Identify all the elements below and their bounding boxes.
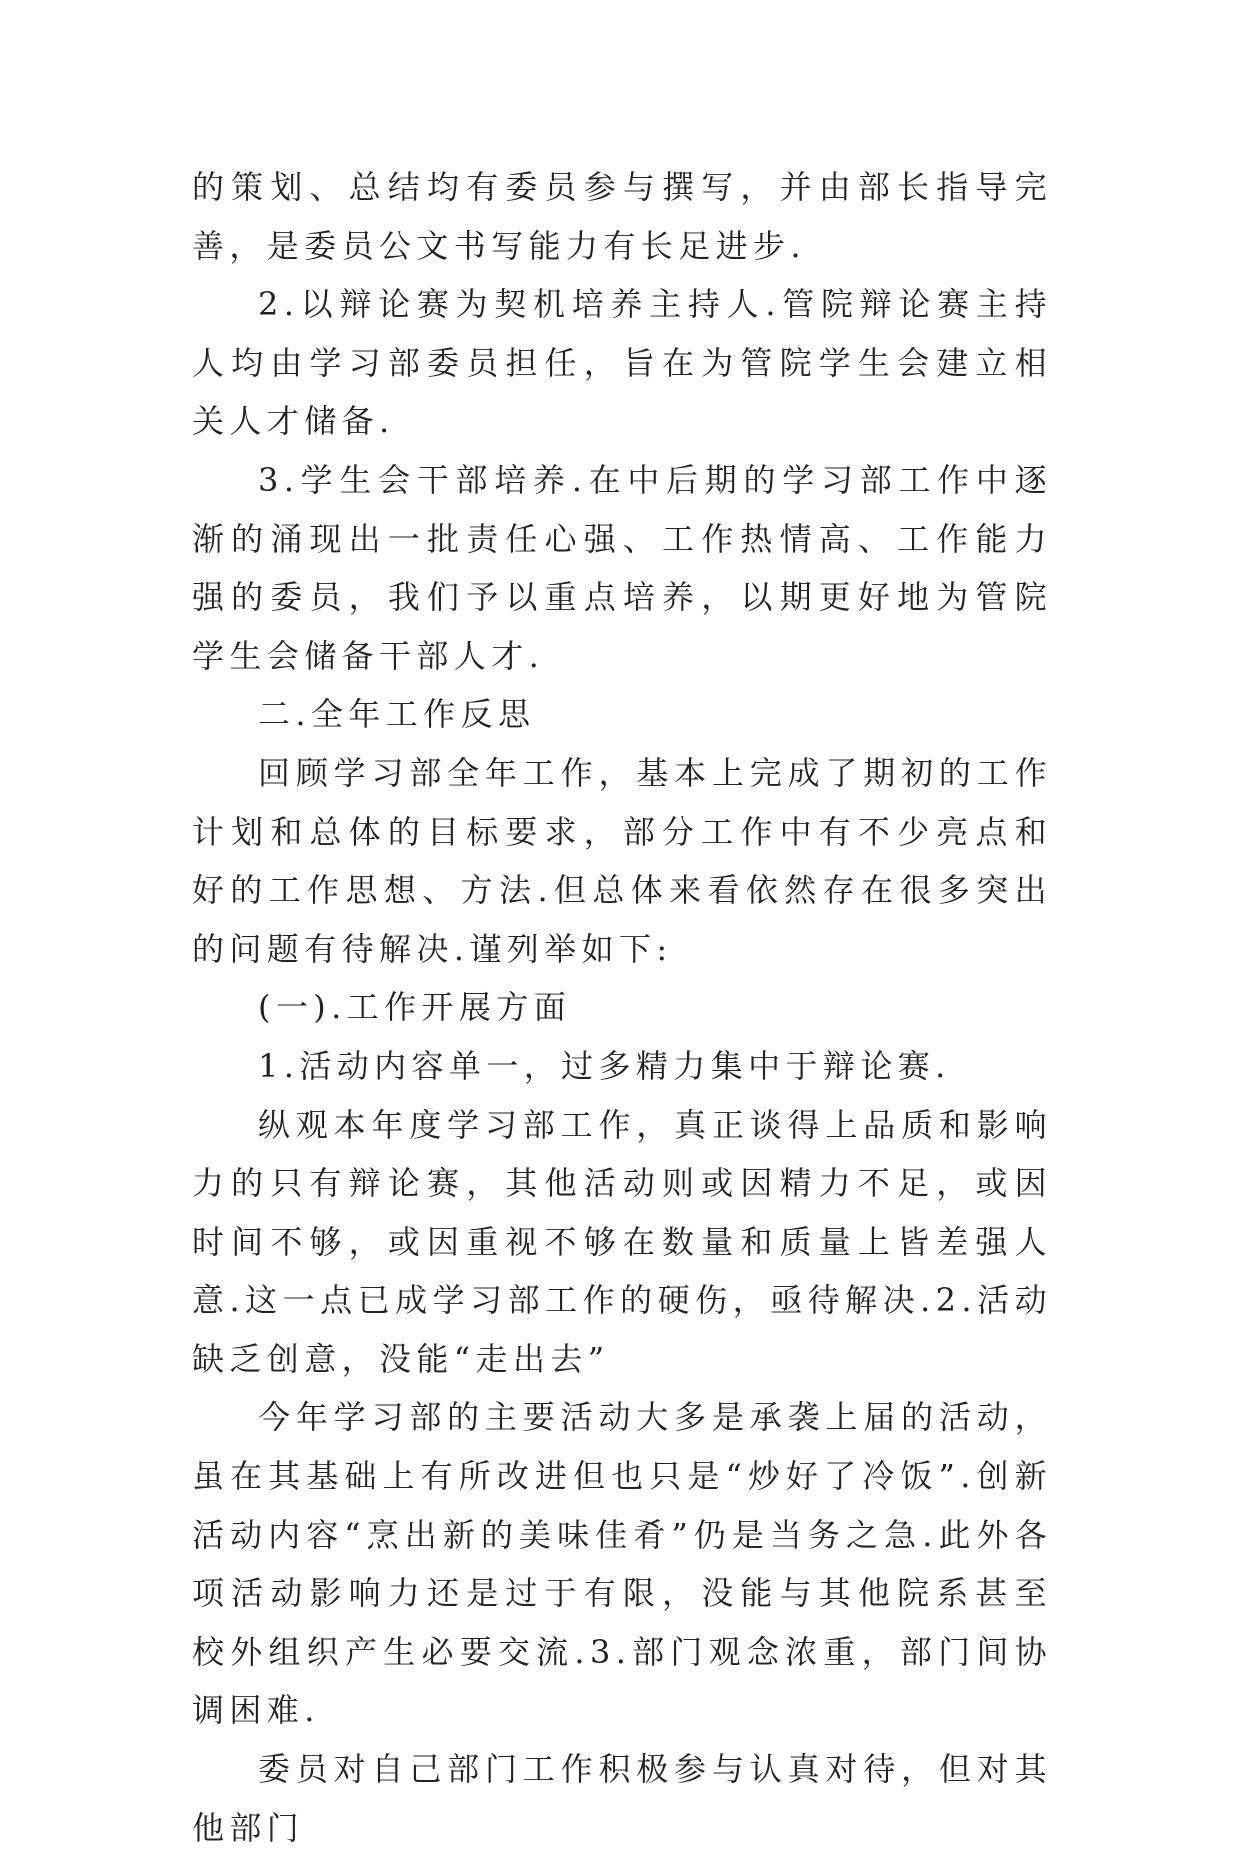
section-heading-reflection: 二.全年工作反思 <box>258 695 536 734</box>
subsection-heading-work: (一).工作开展方面 <box>258 988 572 1027</box>
document-body <box>192 158 1052 1857</box>
paragraph-7: 1.活动内容单一，过多精力集中于辩论赛. <box>258 1046 951 1085</box>
paragraph-3: 3.学生会干部培养.在中后期的学习部工作中逐渐的涌现出一批责任心强、工作热情高、工作能力强的委员，我们予以重点培养，以期更好地为管院学生会储备干部人才. <box>192 460 1052 675</box>
paragraph-5: 回顾学习部全年工作，基本上完成了期初的工作计划和总体的目标要求，部分工作中有不少亮点和好的工作思想、方法.但总体来看依然存在很多突出的问题有待解决.谨列举如下: <box>192 753 1052 968</box>
paragraph-2: 2.以辩论赛为契机培养主持人.管院辩论赛主持人均由学习部委员担任，旨在为管院学生会建立相关人才储备. <box>192 285 1052 441</box>
paragraph-1: 的策划、总结均有委员参与撰写，并由部长指导完善，是委员公文书写能力有长足进步. <box>192 168 1052 265</box>
paragraph-10: 委员对自己部门工作积极参与认真对待，但对其他部门 <box>192 1750 1052 1847</box>
paragraph-8: 纵观本年度学习部工作，真正谈得上品质和影响力的只有辩论赛，其他活动则或因精力不足，或因时间不够，或因重视不够在数量和质量上皆差强人意.这一点已成学习部工作的硬伤，亟待解决.2.活动缺乏创意，没能“走出去” <box>192 1105 1052 1378</box>
paragraph-9: 今年学习部的主要活动大多是承袭上届的活动，虽在其基础上有所改进但也只是“炒好了冷饭”.创新活动内容“烹出新的美味佳肴”仍是当务之急.此外各项活动影响力还是过于有限，没能与其他院系甚至校外组织产生必要交流.3.部门观念浓重，部门间协调困难. <box>192 1398 1052 1730</box>
